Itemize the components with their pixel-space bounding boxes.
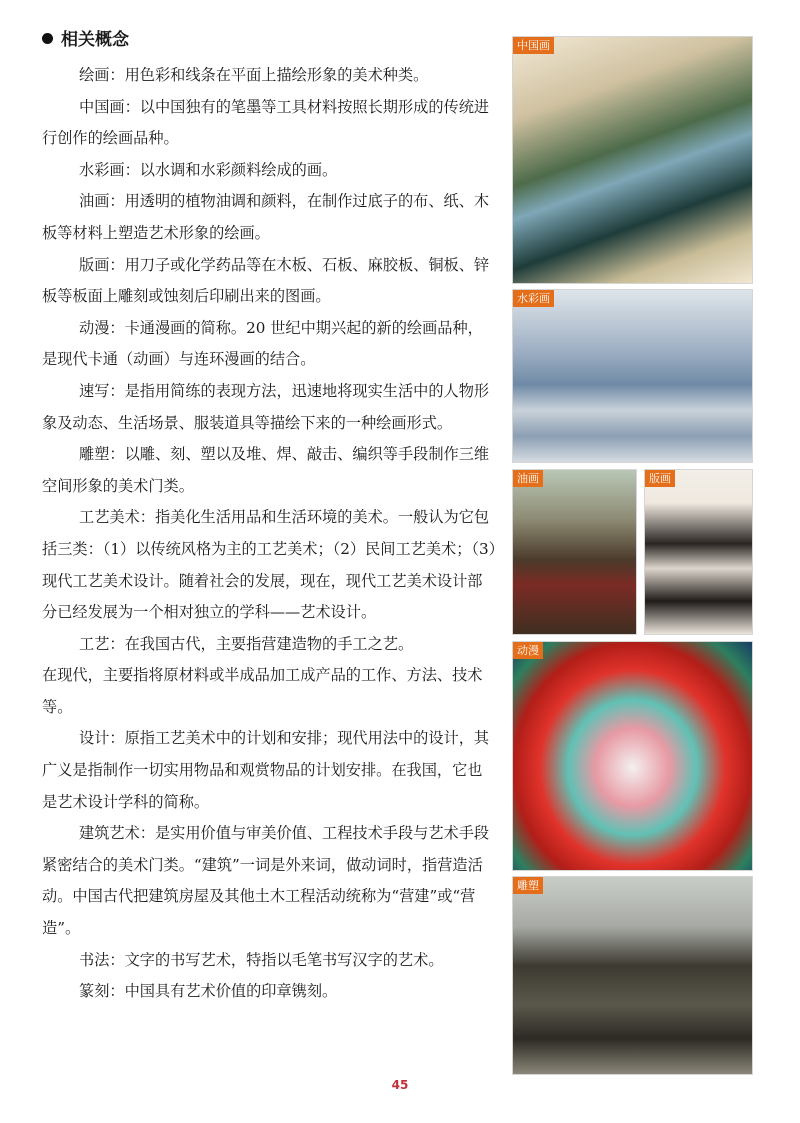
definition: ：是实用价值与审美价值、工程技术手段与艺术手段紧密结合的美术门类。“建筑”一词是外来词，做动词时，指营造活动。中国古代把建筑房屋及其他土木工程活动统称为“营建”或“营造”。	[42, 824, 490, 938]
paragraph	[42, 186, 497, 249]
definition: ：中国具有艺术价值的印章镌刻。	[109, 982, 338, 1001]
chinese-painting-image	[512, 36, 753, 284]
definition: ：以水调和水彩颜料绘成的画。	[124, 160, 338, 179]
definition: ：以雕、刻、塑以及堆、焊、敲击、编织等手段制作三维空间形象的美术门类。	[42, 445, 490, 495]
term: 水彩画	[79, 160, 125, 179]
paragraph	[42, 723, 497, 818]
definition: ：用透明的植物油调和颜料，在制作过底子的布、纸、木板等材料上塑造艺术形象的绘画。	[42, 192, 490, 242]
paragraph	[42, 629, 497, 661]
section-heading-text: 相关概念	[61, 30, 129, 50]
definition: ：是指用简练的表现方法，迅速地将现实生活中的人物形象及动态、生活场景、服装道具等描绘下来的一种绘画形式。	[42, 381, 490, 432]
definition: ：在我国古代，主要指营建造物的手工之艺。	[109, 634, 414, 653]
print-image	[644, 469, 753, 635]
definition: ：用刀子或化学药品等在木板、石板、麻胶板、铜板、锌板等板面上雕刻或蚀刻后印刷出来的图画。	[42, 255, 490, 306]
term: 设计	[79, 729, 110, 748]
image-tag: 雕塑	[513, 877, 543, 894]
term: 动漫	[79, 318, 110, 337]
definition: ：文字的书写艺术，特指以毛笔书写汉字的艺术。	[109, 950, 444, 969]
term: 建筑艺术	[79, 824, 140, 843]
section-heading	[42, 30, 129, 50]
paragraph	[42, 313, 497, 376]
paragraph	[42, 92, 497, 155]
term: 中国画	[79, 97, 125, 116]
image-tag: 中国画	[513, 37, 554, 54]
oil-painting-image	[512, 469, 637, 635]
paragraph-continuation	[42, 660, 497, 723]
page-number: 45	[391, 1078, 409, 1092]
term: 版画	[79, 255, 110, 274]
term: 工艺	[79, 634, 110, 653]
paragraph	[42, 155, 497, 187]
term: 工艺美术	[79, 508, 140, 527]
sculpture-image	[512, 876, 753, 1075]
definition: ：用色彩和线条在平面上描绘形象的美术种类。	[109, 66, 429, 84]
paragraph	[42, 818, 497, 944]
bullet-icon	[42, 33, 53, 44]
image-tag: 油画	[513, 470, 543, 487]
definition: ：原指工艺美术中的计划和安排；现代用法中的设计，其广义是指制作一切实用物品和观赏物品的计划安排。在我国，它也是艺术设计学科的简称。	[42, 729, 490, 811]
term: 绘画	[79, 66, 110, 84]
paragraph	[42, 502, 497, 628]
term: 速写	[79, 381, 110, 400]
paragraph	[42, 60, 497, 92]
paragraph	[42, 439, 497, 502]
definition: ：指美化生活用品和生活环境的美术。一般认为它包括三类：（1）以传统风格为主的工艺美术；（2）民间工艺美术；（3）现代工艺美术设计。随着社会的发展，现在，现代工艺美术设计部分已经发展为一个相对独立的学科——艺术设计。	[42, 508, 497, 622]
term: 书法	[79, 950, 110, 969]
term: 篆刻	[79, 982, 110, 1001]
image-tag: 版画	[645, 470, 675, 487]
definition: 在现代，主要指将原材料或半成品加工成产品的工作、方法、技术等。	[42, 666, 483, 716]
term: 油画	[79, 192, 110, 211]
definition: ：卡通漫画的简称。20 世纪中期兴起的新的绘画品种，是现代卡通（动画）与连环漫画的结合。	[42, 318, 483, 369]
animation-image	[512, 641, 753, 871]
image-tag: 水彩画	[513, 290, 554, 307]
watercolor-image	[512, 289, 753, 463]
paragraph	[42, 976, 497, 1008]
definition: ：以中国独有的笔墨等工具材料按照长期形成的传统进行创作的绘画品种。	[42, 97, 490, 148]
paragraph	[42, 250, 497, 313]
text-column	[42, 60, 497, 1008]
paragraph	[42, 376, 497, 439]
paragraph	[42, 945, 497, 977]
term: 雕塑	[79, 445, 110, 464]
image-tag: 动漫	[513, 642, 543, 659]
